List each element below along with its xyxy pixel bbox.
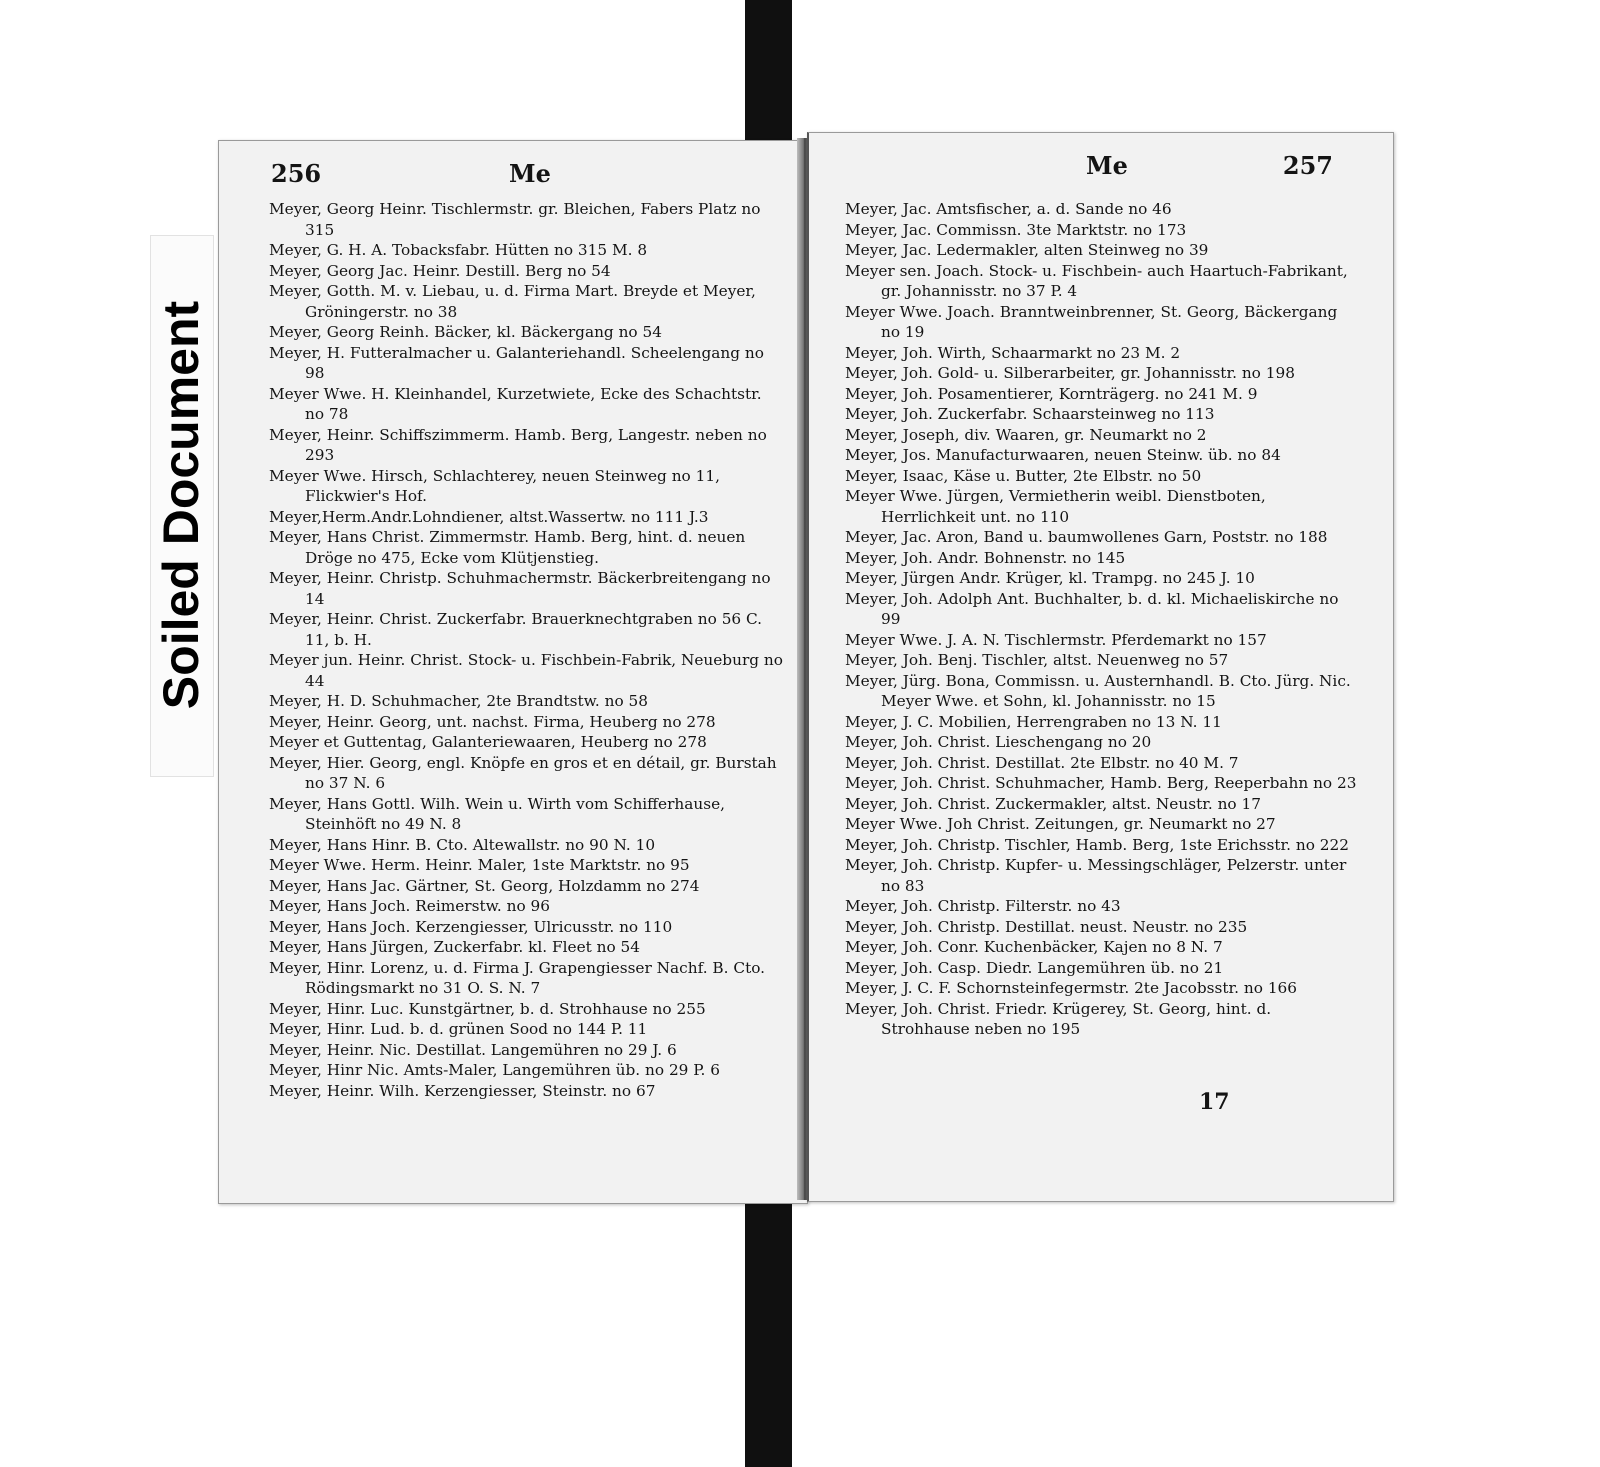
directory-entry: Meyer Wwe. Joach. Branntweinbrenner, St. Georg, Bäckergang no 19	[845, 302, 1338, 341]
directory-entry: Meyer, Jos. Manufacturwaaren, neuen Steinw. üb. no 84	[845, 446, 1281, 464]
left-page	[218, 140, 808, 1204]
directory-entry: Meyer, Joh. Christp. Filterstr. no 43	[845, 897, 1121, 915]
directory-entry: Meyer, J. C. Mobilien, Herrengraben no 13 N. 11	[845, 712, 1222, 731]
directory-entry: Meyer, Heinr. Nic. Destillat. Langemühren no 29 J. 6	[269, 1040, 677, 1059]
directory-entry: Meyer, Joh. Christ. Zuckermakler, altst. Neustr. no 17	[845, 794, 1261, 813]
directory-entry: Meyer, Heinr. Christp. Schuhmachermstr. Bäckerbreitengang no 14	[269, 569, 771, 608]
directory-entry: Meyer Wwe. H. Kleinhandel, Kurzetwiete, Ecke des Schachtstr. no 78	[269, 384, 762, 423]
directory-entry: Meyer, Georg Reinh. Bäcker, kl. Bäckergang no 54	[269, 323, 662, 341]
directory-entry: Meyer, Joh. Christp. Destillat. neust. Neustr. no 235	[845, 917, 1248, 936]
right-page	[807, 132, 1394, 1202]
directory-entry: Meyer, Jac. Amtsfischer, a. d. Sande no 46	[845, 200, 1172, 218]
directory-entry: Meyer, Jürgen Andr. Krüger, kl. Trampg. no 245 J. 10	[845, 569, 1255, 587]
left-entry-list	[269, 199, 785, 1101]
directory-entry: Meyer, Hans Gottl. Wilh. Wein u. Wirth vom Schifferhause, Steinhöft no 49 N. 8	[269, 794, 726, 833]
directory-entry: Meyer, Gotth. M. v. Liebau, u. d. Firma Mart. Breyde et Meyer, Gröningerstr. no 38	[269, 282, 756, 321]
directory-entry: Meyer, Isaac, Käse u. Butter, 2te Elbstr. no 50	[845, 466, 1202, 485]
film-strip-bottom	[745, 1185, 792, 1467]
directory-entry: Meyer jun. Heinr. Christ. Stock- u. Fischbein-Fabrik, Neueburg no 44	[269, 651, 783, 690]
directory-entry: Meyer, Heinr. Georg, unt. nachst. Firma, Heuberg no 278	[269, 712, 716, 731]
directory-entry: Meyer, Hans Jac. Gärtner, St. Georg, Holzdamm no 274	[269, 876, 700, 895]
directory-entry: Meyer, Hans Christ. Zimmermstr. Hamb. Berg, hint. d. neuen Dröge no 475, Ecke vom Klütjenstieg.	[269, 528, 746, 567]
directory-entry: Meyer Wwe. Hirsch, Schlachterey, neuen Steinweg no 11, Flickwier's Hof.	[269, 466, 720, 505]
directory-entry: Meyer, Joh. Adolph Ant. Buchhalter, b. d. kl. Michaeliskirche no 99	[845, 589, 1339, 628]
directory-entry: Meyer, Hans Joch. Reimerstw. no 96	[269, 897, 550, 915]
directory-entry: Meyer sen. Joach. Stock- u. Fischbein- auch Haartuch-Fabrikant, gr. Johannisstr. no 37 P. 4	[845, 261, 1348, 300]
directory-entry: Meyer, Hinr. Luc. Kunstgärtner, b. d. Strohhause no 255	[269, 999, 706, 1018]
directory-entry: Meyer Wwe. Joh Christ. Zeitungen, gr. Neumarkt no 27	[845, 815, 1276, 833]
directory-entry: Meyer, Jac. Aron, Band u. baumwollenes Garn, Poststr. no 188	[845, 528, 1328, 546]
directory-entry: Meyer, Joh. Wirth, Schaarmarkt no 23 M. 2	[845, 343, 1181, 362]
signature-mark: 17	[1199, 1089, 1230, 1115]
directory-entry: Meyer, H. D. Schuhmacher, 2te Brandtstw. no 58	[269, 692, 648, 710]
left-page-header	[271, 159, 767, 189]
directory-entry: Meyer Wwe. Herm. Heinr. Maler, 1ste Marktstr. no 95	[269, 856, 690, 874]
directory-entry: Meyer, Georg Jac. Heinr. Destill. Berg no 54	[269, 261, 611, 280]
directory-entry: Meyer, Joh. Posamentierer, Kornträgerg. no 241 M. 9	[845, 384, 1258, 403]
directory-entry: Meyer, G. H. A. Tobacksfabr. Hütten no 315 M. 8	[269, 241, 648, 259]
directory-entry: Meyer, Heinr. Schiffszimmerm. Hamb. Berg, Langestr. neben no 293	[269, 425, 767, 464]
directory-entry: Meyer, Joh. Zuckerfabr. Schaarsteinweg no 113	[845, 405, 1215, 423]
directory-entry: Meyer, Jac. Ledermakler, alten Steinweg no 39	[845, 241, 1209, 259]
directory-entry: Meyer, Joh. Gold- u. Silberarbeiter, gr. Johannisstr. no 198	[845, 364, 1295, 382]
directory-entry: Meyer, Joh. Christ. Friedr. Krügerey, St. Georg, hint. d. Strohhause neben no 195	[845, 999, 1272, 1038]
directory-entry: Meyer, Joh. Benj. Tischler, altst. Neuenweg no 57	[845, 651, 1229, 669]
directory-entry: Meyer, Hinr. Lud. b. d. grünen Sood no 144 P. 11	[269, 1020, 648, 1038]
directory-entry: Meyer, Joseph, div. Waaren, gr. Neumarkt no 2	[845, 425, 1207, 444]
directory-entry: Meyer, Heinr. Christ. Zuckerfabr. Brauerknechtgraben no 56 C. 11, b. H.	[269, 610, 763, 649]
right-page-number: 257	[1282, 151, 1333, 180]
soiled-document-stamp: Soiled Document	[153, 300, 209, 710]
right-page-header-letters: Me	[1086, 151, 1128, 180]
directory-entry: Meyer, Joh. Conr. Kuchenbäcker, Kajen no 8 N. 7	[845, 938, 1223, 956]
directory-entry: Meyer, Joh. Christp. Tischler, Hamb. Berg, 1ste Erichsstr. no 222	[845, 835, 1349, 854]
directory-entry: Meyer, Hans Jürgen, Zuckerfabr. kl. Fleet no 54	[269, 938, 641, 956]
directory-entry: Meyer, Hinr Nic. Amts-Maler, Langemühren üb. no 29 P. 6	[269, 1061, 720, 1079]
directory-entry: Meyer et Guttentag, Galanteriewaaren, Heuberg no 278	[269, 733, 707, 751]
directory-entry: Meyer, Joh. Christ. Destillat. 2te Elbstr. no 40 M. 7	[845, 753, 1239, 772]
directory-entry: Meyer, Jac. Commissn. 3te Marktstr. no 173	[845, 220, 1187, 239]
right-entry-list	[845, 199, 1359, 1040]
directory-entry: Meyer Wwe. Jürgen, Vermietherin weibl. Dienstboten, Herrlichkeit unt. no 110	[845, 487, 1266, 526]
directory-entry: Meyer, Joh. Christ. Schuhmacher, Hamb. Berg, Reeperbahn no 23	[845, 774, 1357, 792]
directory-entry: Meyer, Heinr. Wilh. Kerzengiesser, Steinstr. no 67	[269, 1081, 656, 1100]
directory-entry: Meyer, Hans Hinr. B. Cto. Altewallstr. no 90 N. 10	[269, 835, 656, 854]
film-strip-top	[745, 0, 792, 160]
directory-entry: Meyer Wwe. J. A. N. Tischlermstr. Pferdemarkt no 157	[845, 630, 1267, 649]
directory-entry: Meyer, Joh. Christ. Lieschengang no 20	[845, 733, 1152, 751]
directory-entry: Meyer, Jürg. Bona, Commissn. u. Austernhandl. B. Cto. Jürg. Nic. Meyer Wwe. et Sohn, kl. Johannisstr. no 15	[845, 671, 1351, 710]
directory-entry: Meyer, Georg Heinr. Tischlermstr. gr. Bleichen, Fabers Platz no 315	[269, 200, 761, 239]
left-page-header-letters: Me	[509, 159, 551, 188]
directory-entry: Meyer, Joh. Casp. Diedr. Langemühren üb. no 21	[845, 958, 1224, 977]
left-page-number: 256	[271, 159, 322, 188]
directory-entry: Meyer, H. Futteralmacher u. Galanteriehandl. Scheelengang no 98	[269, 343, 764, 382]
directory-entry: Meyer, Joh. Christp. Kupfer- u. Messingschläger, Pelzerstr. unter no 83	[845, 856, 1347, 895]
directory-entry: Meyer, Joh. Andr. Bohnenstr. no 145	[845, 548, 1126, 567]
directory-entry: Meyer, J. C. F. Schornsteinfegermstr. 2te Jacobsstr. no 166	[845, 979, 1298, 997]
directory-entry: Meyer, Hinr. Lorenz, u. d. Firma J. Grapengiesser Nachf. B. Cto. Rödingsmarkt no 31 O. S. N. 7	[269, 958, 766, 997]
directory-entry: Meyer, Hier. Georg, engl. Knöpfe en gros et en détail, gr. Burstah no 37 N. 6	[269, 753, 777, 792]
directory-entry: Meyer,Herm.Andr.Lohndiener, altst.Wassertw. no 111 J.3	[269, 507, 709, 526]
directory-entry: Meyer, Hans Joch. Kerzengiesser, Ulricusstr. no 110	[269, 917, 673, 936]
right-page-header	[861, 151, 1353, 181]
